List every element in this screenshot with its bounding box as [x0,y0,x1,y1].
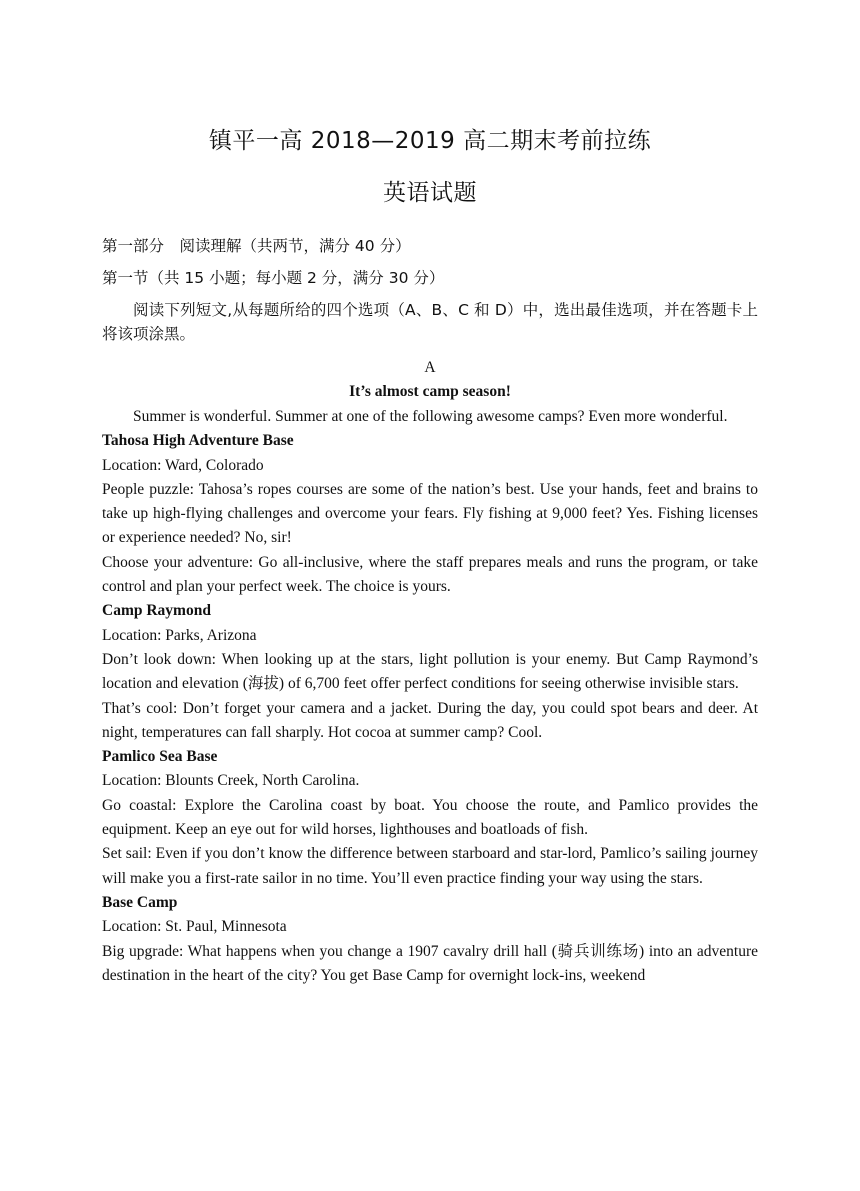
camp-paragraph: Location: St. Paul, Minnesota [102,918,287,936]
passage-letter: A [424,359,436,376]
instructions: 阅读下列短文,从每题所给的四个选项（A、B、C 和 D）中，选出最佳选项，并在答题卡上将该项涂黑。 [102,301,758,343]
camp-name: Base Camp [102,893,178,911]
camp-paragraph: Location: Blounts Creek, North Carolina. [102,772,360,790]
camp-paragraph: Set sail: Even if you don’t know the difference between starboard and star-lord, Pamlico’s sailing journey will make you a first-rate sailor in no time. You’ll even practice finding your way using the stars. [102,845,758,887]
camp-paragraph: Big upgrade: What happens when you change a 1907 cavalry drill hall (骑兵训练场) into an adventure destination in the heart of the city? You get Base Camp for overnight lock-ins, weekend [102,942,758,984]
camp-paragraph: Location: Parks, Arizona [102,626,257,644]
camp-paragraph: Go coastal: Explore the Carolina coast by boat. You choose the route, and Pamlico provides the equipment. Keep an eye out for wild horses, lighthouses and boatloads of fish. [102,796,758,839]
passage-title: It’s almost camp season! [349,383,511,400]
camp-paragraph: That’s cool: Don’t forget your camera and a jacket. During the day, you could spot bears and deer. At night, temperatures can fall sharply. Hot cocoa at summer camp? Cool. [102,699,758,741]
exam-title: 镇平一高 2018—2019 高二期末考前拉练 [208,128,652,154]
passage-intro: Summer is wonderful. Summer at one of the following awesome camps? Even more wonderful. [133,408,728,425]
camp-paragraph: People puzzle: Tahosa’s ropes courses are some of the nation’s best. Use your hands, feet and brains to take up high-flying challenges and overcome your fears. Fly fishing at 9,000 feet? Yes. Fishing licenses or experience needed? No, sir! [102,480,758,547]
camp-paragraph: Don’t look down: When looking up at the stars, light pollution is your enemy. But Camp Raymond’s location and elevation (海拔) of 6,700 feet offer perfect conditions for seeing otherwise invisible stars. [102,650,758,693]
camp-name: Pamlico Sea Base [102,748,218,766]
passage-body [102,405,758,988]
camp-name: Tahosa High Adventure Base [102,432,294,450]
subsection-heading: 第一节（共 15 小题；每小题 2 分，满分 30 分） [102,269,445,287]
part-heading: 第一部分 阅读理解（共两节，满分 40 分） [102,237,411,255]
exam-subtitle: 英语试题 [383,180,477,206]
camp-paragraph: Location: Ward, Colorado [102,456,264,474]
camp-paragraph: Choose your adventure: Go all-inclusive, where the staff prepares meals and runs the program, or take control and plan your perfect week. The choice is yours. [102,553,758,596]
camp-name: Camp Raymond [102,602,211,620]
